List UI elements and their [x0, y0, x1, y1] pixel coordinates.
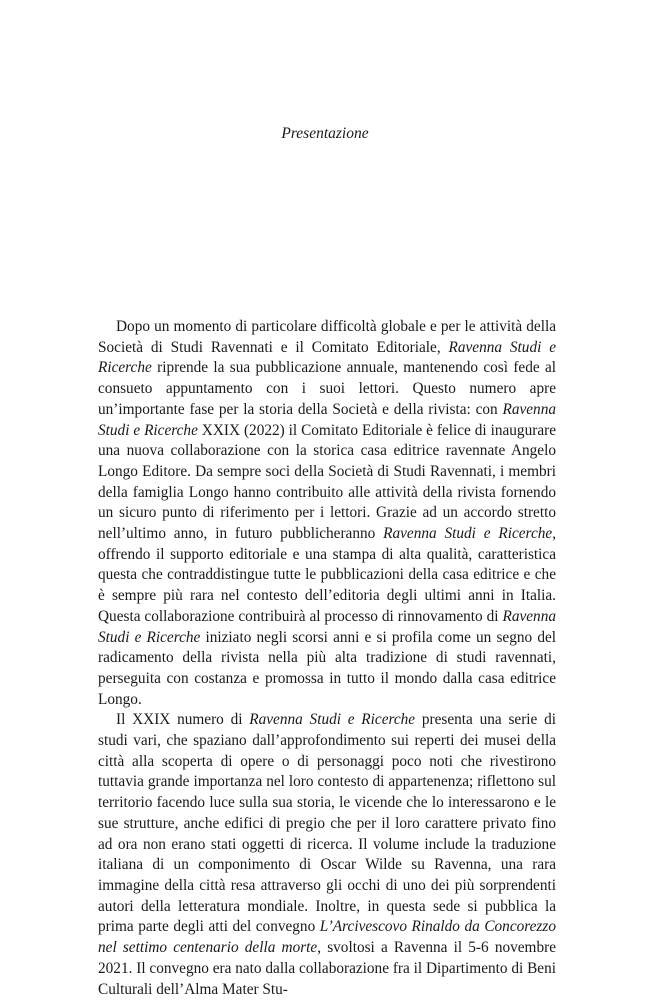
- text-run: Dopo un momento di particolare difficoltà globale e per le attività della Società di Studi Ravennati e il Comitato Editoriale,: [98, 318, 556, 356]
- italic-title-run: Ravenna Studi e Ricerche: [249, 711, 416, 729]
- text-run: iniziato negli scorsi anni e si profila come un segno del radicamento della rivista nella più alta tradizione di studi ravennati, perseguita con costanza e promossa in tutto il mondo dalla casa editrice Longo.: [98, 628, 557, 708]
- text-run: , offrendo il supporto editoriale e una stampa di alta qualità, caratteristica questa che contraddistingue tutte le pubblicazioni della casa editrice e che è sempre più rara nel contesto dell’editoria degli ultimi anni in Italia. Questa collaborazione contribuirà al processo di rinnovamento di: [98, 525, 557, 625]
- text-run: presenta una serie di studi vari, che spaziano dall’approfondimento sui reperti dei musei della città alla scoperta di opere o di personaggi poco noti che rivestirono tuttavia grande importanza nel loro contesto di appartenenza; riflettono sul territorio facendo luce sulla sua storia, le vicende che lo interessarono e le sue strutture, anche edifici di pregio che per il loro carattere privato fino ad ora non erano stati oggetti di ricerca. Il volume include la traduzione italiana di un componimento di Oscar Wilde su Ravenna, una rara immagine della città resa attraverso gli occhi di uno dei più sorprendenti autori della letteratura mondiale. Inoltre, in questa sede si pubblica la prima parte degli atti del convegno: [98, 711, 556, 936]
- paragraph-1: [98, 317, 556, 710]
- text-run: riprende la sua pubblicazione annuale, mantenendo così fede al consueto appuntamento con i suoi lettori. Questo numero apre un’importante fase per la storia della Società e della rivista: con: [98, 359, 556, 418]
- body-text: [98, 317, 556, 1000]
- paragraph-2: [98, 710, 556, 1000]
- italic-title-run: L’Arcivescovo Rinaldo da Concorezzo nel settimo centenario della morte: [98, 918, 556, 957]
- italic-title-run: Ravenna Studi e Ricerche: [98, 338, 556, 377]
- text-run: Il XXIX numero di: [116, 711, 250, 729]
- text-run: XXIX (2022) il Comitato Editoriale è felice di inaugurare una nuova collaborazione con la storica casa editrice ravennate Angelo Longo Editore. Da sempre soci della Società di Studi Ravennati, i membri della famiglia Longo hanno contribuito alle attività della rivista fornendo un sicuro punto di riferimento per i lettori. Grazie ad un accordo stretto nell’ultimo anno, in futuro pubblicheranno: [98, 421, 556, 543]
- text-run: , svoltosi a Ravenna il 5-6 novembre 2021. Il convegno era nato dalla collaborazione fra il Dipartimento di Beni Culturali dell’Alma Mater Stu-: [98, 939, 556, 998]
- italic-title-run: Ravenna Studi e Ricerche: [98, 400, 556, 439]
- page-title: Presentazione: [281, 125, 369, 142]
- italic-title-run: Ravenna Studi e Ricerche: [383, 525, 553, 543]
- italic-title-run: Ravenna Studi e Ricerche: [98, 607, 556, 646]
